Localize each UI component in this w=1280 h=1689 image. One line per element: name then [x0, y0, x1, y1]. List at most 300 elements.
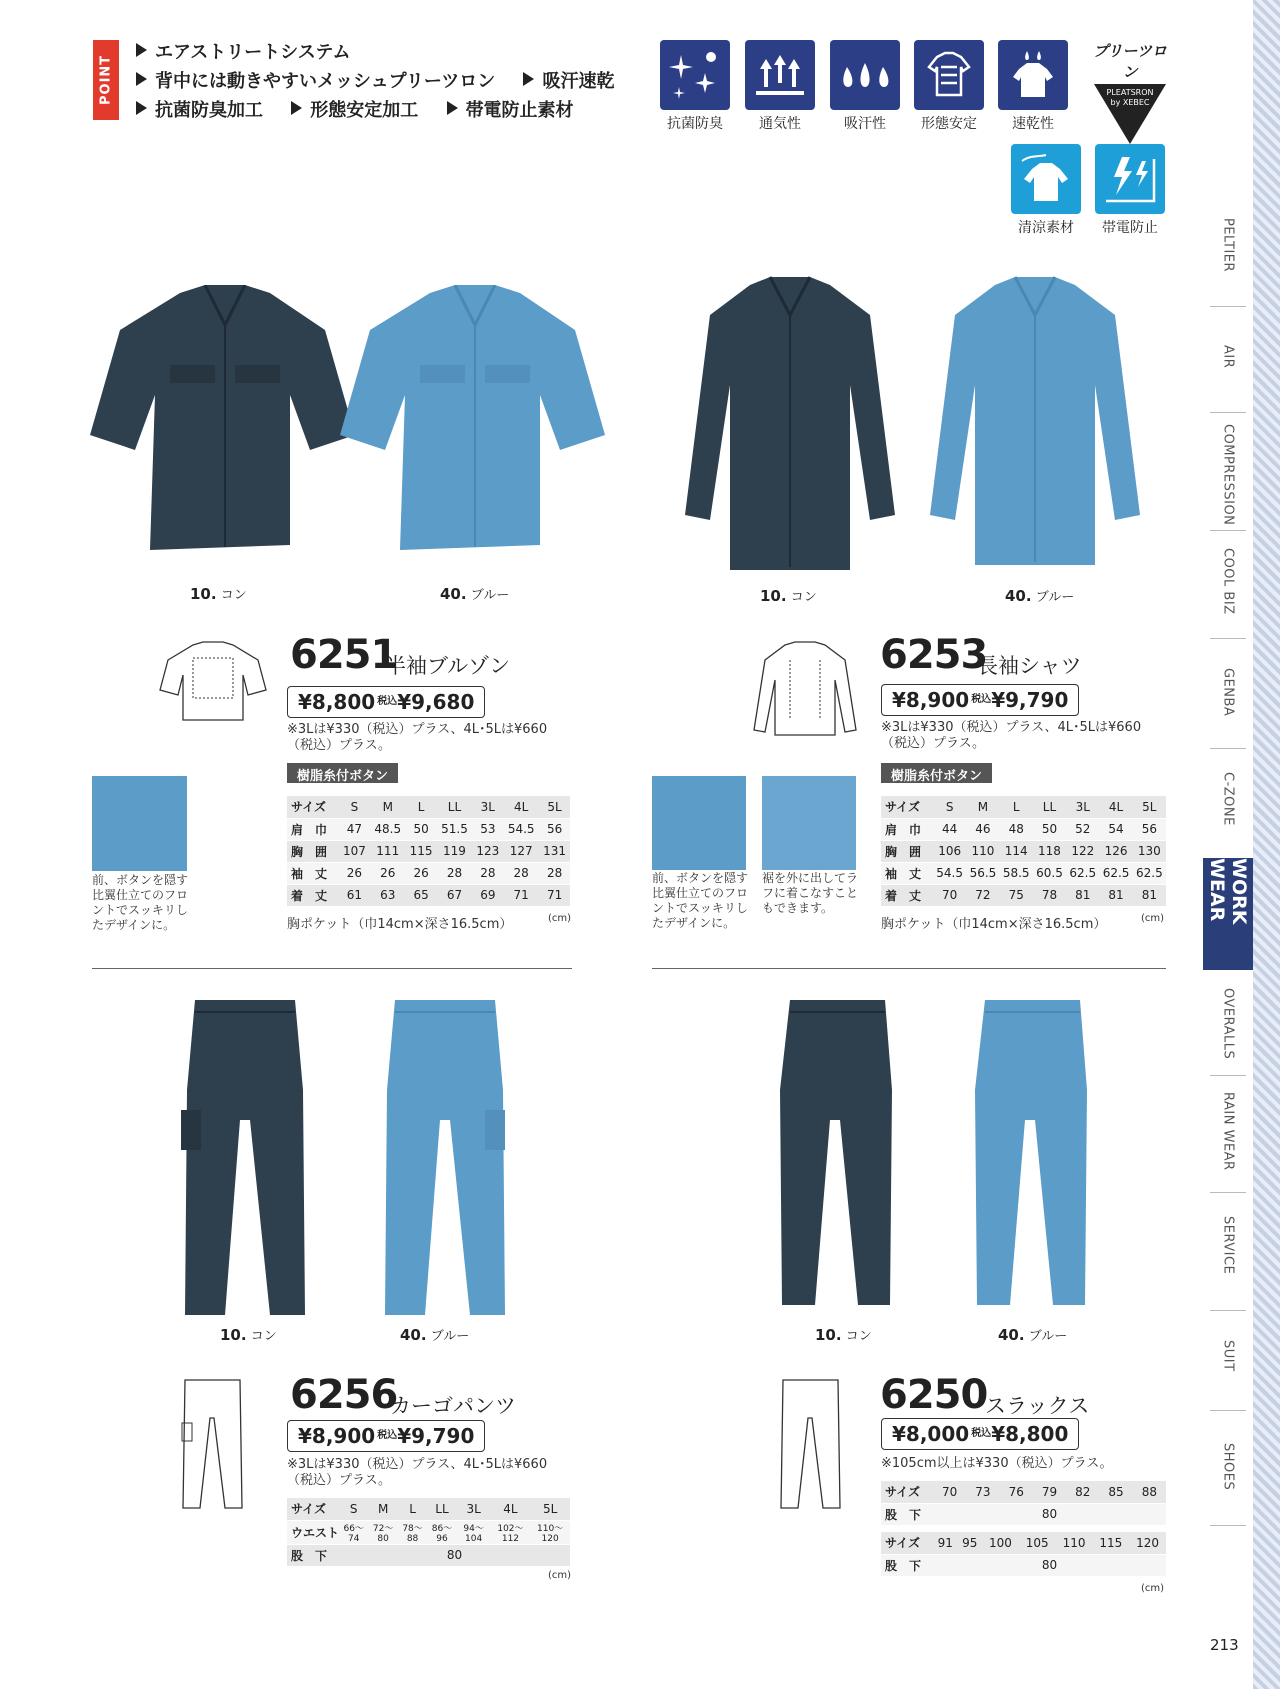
- table-cell: 120: [1129, 1532, 1166, 1554]
- size-table: [287, 796, 570, 907]
- product-name: スラックス: [985, 1394, 1090, 1418]
- side-stripe: [1253, 0, 1280, 1689]
- table-row: [881, 796, 1166, 818]
- table-cell: 107: [339, 840, 370, 862]
- color-name: ブルー: [1028, 1329, 1068, 1344]
- note-line: （税込）プラス。: [287, 1473, 392, 1488]
- table-cell: 51.5: [437, 818, 473, 840]
- triangle-bullet-icon: [136, 72, 147, 86]
- point-item: 帯電防止素材: [465, 100, 574, 121]
- size-table: [287, 1498, 570, 1567]
- brand-name: プリーツロン: [1093, 42, 1167, 81]
- nav-rain-wear[interactable]: [1202, 1092, 1254, 1171]
- tax-label: 税込: [971, 1428, 992, 1439]
- table-cell: M: [966, 796, 999, 818]
- color-name: コン: [790, 590, 817, 605]
- nav-divider: [1210, 1525, 1246, 1526]
- detail-caption: 前、ボタンを隠す比翼仕立てのフロントでスッキリしたデザインに。: [92, 873, 189, 932]
- table-row: [287, 840, 570, 862]
- product-number: 6253: [880, 632, 988, 678]
- slacks-navy-photo: [770, 1000, 900, 1310]
- brand-sub1: PLEATSRON: [1106, 88, 1154, 97]
- unit-label: (cm): [1141, 913, 1165, 924]
- color-code: 40.: [440, 585, 467, 603]
- table-cell: L: [398, 1498, 427, 1520]
- table-cell: L: [406, 796, 437, 818]
- color-code: 10.: [760, 587, 787, 605]
- table-cell: 5L: [530, 1498, 570, 1520]
- table-cell: 126: [1099, 840, 1132, 862]
- table-cell: 48.5: [370, 818, 406, 840]
- table-cell: 118: [1033, 840, 1066, 862]
- color-name: ブルー: [1035, 590, 1075, 605]
- product-number: 6256: [290, 1372, 398, 1418]
- row-label: サイズ: [881, 1532, 933, 1554]
- point-item: 吸汗速乾: [542, 71, 615, 92]
- price-box: [287, 686, 485, 718]
- unit-label: (cm): [548, 1570, 572, 1581]
- front-detail-photo: [92, 776, 187, 871]
- table-cell: S: [339, 796, 370, 818]
- table-row: [881, 1554, 1166, 1576]
- nav-divider: [1210, 1075, 1246, 1076]
- color-name: ブルー: [470, 588, 510, 603]
- triangle-bullet-icon: [136, 101, 147, 115]
- table-cell: 56: [539, 818, 570, 840]
- row-label: サイズ: [881, 1481, 933, 1503]
- blouson-line-drawing: [158, 640, 268, 725]
- sparkle-icon: [660, 40, 730, 110]
- section-divider: [92, 968, 572, 969]
- table-cell: 75: [1000, 884, 1033, 906]
- table-cell: 66〜74: [339, 1520, 368, 1544]
- table-cell: 48: [1000, 818, 1033, 840]
- table-cell: 63: [370, 884, 406, 906]
- table-cell: 5L: [1133, 796, 1166, 818]
- row-label: サイズ: [287, 1498, 339, 1520]
- table-cell: M: [368, 1498, 397, 1520]
- point-row-3: [136, 96, 636, 125]
- point-row-2: [136, 67, 636, 96]
- table-cell: 26: [406, 862, 437, 884]
- table-row: [881, 1532, 1166, 1554]
- row-label: 胸 囲: [287, 840, 339, 862]
- table-cell: S: [933, 796, 966, 818]
- table-cell: 72: [966, 884, 999, 906]
- table-cell: 60.5: [1033, 862, 1066, 884]
- color-code: 40.: [998, 1326, 1025, 1344]
- feature-label: 通気性: [759, 116, 801, 132]
- table-cell: 73: [966, 1481, 999, 1503]
- table-cell: 94〜104: [457, 1520, 491, 1544]
- feature-breathable: [745, 40, 815, 133]
- price-note: ※105cm以上は¥330（税込）プラス。: [881, 1456, 1113, 1471]
- tax-label: 税込: [377, 1430, 398, 1441]
- blouson-blue-photo: [335, 285, 615, 570]
- table-cell: 70: [933, 884, 966, 906]
- note-line: （税込）プラス。: [881, 736, 986, 751]
- cargo-pants-navy-photo: [175, 1000, 315, 1320]
- table-cell: 88: [1133, 1481, 1166, 1503]
- nav-shoes[interactable]: [1202, 1443, 1254, 1490]
- nav-label: OVERALLS: [1220, 988, 1236, 1060]
- nav-peltier[interactable]: [1202, 218, 1254, 272]
- price-note: [881, 720, 1141, 752]
- slacks-line-drawing: [778, 1378, 843, 1513]
- nav-divider: [1210, 1310, 1246, 1311]
- nav-compression[interactable]: [1202, 424, 1254, 525]
- table-cell: 54.5: [933, 862, 966, 884]
- row-label: 胸 囲: [881, 840, 933, 862]
- table-cell: 102〜112: [491, 1520, 531, 1544]
- color-label-blue: [400, 1325, 469, 1344]
- table-cell: 71: [539, 884, 570, 906]
- nav-cool-biz[interactable]: [1202, 548, 1254, 615]
- product-name: 半袖ブルゾン: [385, 654, 511, 678]
- price: ¥8,000: [892, 1422, 970, 1446]
- nav-service[interactable]: [1202, 1216, 1254, 1274]
- pocket-note: 胸ポケット（巾14cm×深さ16.5cm）: [881, 917, 1107, 932]
- table-cell: 28: [503, 862, 539, 884]
- table-cell: M: [370, 796, 406, 818]
- table-cell: 110〜120: [530, 1520, 570, 1544]
- table-cell: 67: [437, 884, 473, 906]
- table-cell: 78〜88: [398, 1520, 427, 1544]
- price-note: [287, 722, 547, 754]
- detail-caption: 裾を外に出してラフに着こなすこともできます。: [762, 871, 859, 915]
- nav-divider: [1210, 638, 1246, 639]
- table-row: [287, 796, 570, 818]
- nav-label: AIR: [1220, 345, 1236, 369]
- table-cell: 100: [982, 1532, 1019, 1554]
- product-number: 6250: [880, 1372, 988, 1418]
- product-name: 長袖シャツ: [977, 654, 1082, 678]
- table-cell: 28: [539, 862, 570, 884]
- table-cell: 52: [1066, 818, 1099, 840]
- nav-divider: [1210, 748, 1246, 749]
- price-note: [287, 1457, 547, 1489]
- tax-label: 税込: [971, 694, 992, 705]
- table-cell: 95: [958, 1532, 983, 1554]
- table-cell: 81: [1099, 884, 1132, 906]
- feature-absorbent: [830, 40, 900, 133]
- feature-cool-material: [1011, 144, 1081, 237]
- feature-shape-stable: [914, 40, 984, 133]
- table-cell: 71: [503, 884, 539, 906]
- table-cell: 62.5: [1066, 862, 1099, 884]
- table-cell: 28: [472, 862, 503, 884]
- table-cell: 65: [406, 884, 437, 906]
- row-label: 肩 巾: [287, 818, 339, 840]
- color-code: 10.: [220, 1326, 247, 1344]
- product-number: 6251: [290, 632, 398, 678]
- table-cell: L: [1000, 796, 1033, 818]
- color-label-blue: [1005, 586, 1074, 605]
- table-cell: 72〜80: [368, 1520, 397, 1544]
- color-label-navy: [220, 1325, 277, 1344]
- nav-suit[interactable]: [1202, 1340, 1254, 1372]
- table-cell: 122: [1066, 840, 1099, 862]
- table-cell: 86〜96: [427, 1520, 456, 1544]
- pleatsron-logo: [1090, 40, 1170, 144]
- price-with-tax: ¥9,790: [397, 1424, 475, 1448]
- table-cell: 130: [1133, 840, 1166, 862]
- hem-detail-photo: [762, 776, 856, 870]
- table-cell: 111: [370, 840, 406, 862]
- table-cell: LL: [437, 796, 473, 818]
- cargo-pants-line-drawing: [180, 1378, 245, 1513]
- table-cell: 61: [339, 884, 370, 906]
- table-cell: LL: [427, 1498, 456, 1520]
- table-row: [287, 1520, 570, 1544]
- table-cell: 28: [437, 862, 473, 884]
- nav-air[interactable]: [1202, 345, 1254, 368]
- color-name: コン: [250, 1329, 277, 1344]
- price: ¥8,900: [298, 1424, 376, 1448]
- table-cell: 80: [933, 1554, 1166, 1576]
- size-table-2: [881, 1532, 1166, 1577]
- size-table: [881, 796, 1166, 907]
- color-name: コン: [845, 1329, 872, 1344]
- feature-label: 吸汗性: [844, 116, 886, 132]
- feature-label: 帯電防止: [1102, 220, 1158, 236]
- table-cell: 5L: [539, 796, 570, 818]
- table-cell: 4L: [503, 796, 539, 818]
- table-cell: 69: [472, 884, 503, 906]
- product-name: カーゴパンツ: [390, 1394, 516, 1418]
- table-cell: 115: [406, 840, 437, 862]
- table-row: [881, 884, 1166, 906]
- table-cell: 82: [1066, 1481, 1099, 1503]
- table-cell: 119: [437, 840, 473, 862]
- slacks-blue-photo: [965, 1000, 1095, 1310]
- table-cell: 81: [1133, 884, 1166, 906]
- table-row: [881, 818, 1166, 840]
- table-cell: 115: [1092, 1532, 1129, 1554]
- table-cell: 81: [1066, 884, 1099, 906]
- page-number: 213: [1210, 1636, 1239, 1654]
- feature-label: 速乾性: [1012, 116, 1054, 132]
- triangle-bullet-icon: [136, 43, 147, 57]
- point-list: [136, 38, 636, 125]
- table-cell: 106: [933, 840, 966, 862]
- row-label: 肩 巾: [881, 818, 933, 840]
- nav-label: SERVICE: [1220, 1216, 1236, 1275]
- price-box: [881, 684, 1079, 716]
- table-cell: 44: [933, 818, 966, 840]
- table-cell: 50: [406, 818, 437, 840]
- nav-work-wear-active[interactable]: WORK WEAR: [1203, 858, 1253, 970]
- point-item: 形態安定加工: [310, 100, 419, 121]
- cargo-pants-blue-photo: [375, 1000, 515, 1320]
- row-label: 着 丈: [287, 884, 339, 906]
- table-cell: 110: [1056, 1532, 1093, 1554]
- pocket-note: 胸ポケット（巾14cm×深さ16.5cm）: [287, 917, 513, 932]
- table-cell: 46: [966, 818, 999, 840]
- nav-label: COOL BIZ: [1220, 548, 1236, 615]
- nav-overalls[interactable]: [1202, 988, 1254, 1059]
- price-box: [287, 1420, 485, 1452]
- tax-label: 税込: [377, 696, 398, 707]
- color-name: コン: [220, 588, 247, 603]
- table-cell: 62.5: [1099, 862, 1132, 884]
- color-code: 40.: [1005, 587, 1032, 605]
- point-row-1: [136, 38, 636, 67]
- table-cell: 50: [1033, 818, 1066, 840]
- table-cell: 114: [1000, 840, 1033, 862]
- table-cell: 91: [933, 1532, 958, 1554]
- shirt-blue-photo: [925, 275, 1145, 575]
- color-name: ブルー: [430, 1329, 470, 1344]
- table-cell: 56.5: [966, 862, 999, 884]
- table-row: [881, 1503, 1166, 1525]
- color-code: 10.: [815, 1326, 842, 1344]
- feature-label: 抗菌防臭: [667, 116, 723, 132]
- note-line: ※3Lは¥330（税込）プラス、4L･5Lは¥660: [881, 720, 1142, 735]
- row-label: ウエスト: [287, 1520, 339, 1544]
- table-row: [287, 1498, 570, 1520]
- table-cell: 58.5: [1000, 862, 1033, 884]
- table-cell: 131: [539, 840, 570, 862]
- table-cell: 127: [503, 840, 539, 862]
- table-cell: 3L: [472, 796, 503, 818]
- color-label-navy: [815, 1325, 872, 1344]
- unit-label: (cm): [1141, 1583, 1165, 1594]
- nav-divider: [1210, 1192, 1246, 1193]
- shirt-navy-photo: [680, 275, 900, 575]
- row-label: サイズ: [287, 796, 339, 818]
- table-row: [881, 862, 1166, 884]
- button-tag: 樹脂糸付ボタン: [287, 763, 398, 783]
- brand-sub2: by XEBEC: [1110, 98, 1150, 107]
- color-label-navy: [760, 586, 817, 605]
- unit-label: (cm): [548, 913, 572, 924]
- triangle-bullet-icon: [291, 101, 302, 115]
- row-label: 股 下: [881, 1554, 933, 1576]
- table-cell: 110: [966, 840, 999, 862]
- nav-divider: [1210, 530, 1246, 531]
- color-label-navy: [190, 584, 247, 603]
- nav-label: SHOES: [1220, 1443, 1236, 1491]
- table-cell: 78: [1033, 884, 1066, 906]
- table-cell: 47: [339, 818, 370, 840]
- feature-antistatic: [1095, 144, 1165, 237]
- table-cell: 70: [933, 1481, 966, 1503]
- size-table-1: [881, 1481, 1166, 1526]
- section-divider: [652, 968, 1166, 969]
- color-label-blue: [998, 1325, 1067, 1344]
- point-item: 背中には動きやすいメッシュプリーツロン: [155, 71, 496, 92]
- cool-shirt-icon: [1011, 144, 1081, 214]
- table-cell: 4L: [491, 1498, 531, 1520]
- nav-label: C-ZONE: [1220, 772, 1236, 826]
- brand-triangle-icon: [1094, 84, 1166, 144]
- button-tag: 樹脂糸付ボタン: [881, 763, 992, 783]
- table-row: [287, 884, 570, 906]
- table-row: [287, 862, 570, 884]
- table-cell: S: [339, 1498, 368, 1520]
- price-with-tax: ¥9,790: [991, 688, 1069, 712]
- table-cell: 76: [1000, 1481, 1033, 1503]
- nav-c-zone[interactable]: [1202, 772, 1254, 826]
- table-cell: 26: [370, 862, 406, 884]
- point-tag: POINT: [93, 40, 119, 120]
- water-drop-icon: [830, 40, 900, 110]
- nav-label: GENBA: [1220, 668, 1236, 717]
- table-row: [881, 1481, 1166, 1503]
- detail-caption: 前、ボタンを隠す比翼仕立てのフロントでスッキリしたデザインに。: [652, 871, 749, 930]
- feature-antibacterial: [660, 40, 730, 133]
- table-cell: 80: [933, 1503, 1166, 1525]
- note-line: （税込）プラス。: [287, 738, 392, 753]
- color-code: 10.: [190, 585, 217, 603]
- row-label: 着 丈: [881, 884, 933, 906]
- price: ¥8,800: [298, 690, 376, 714]
- table-cell: 56: [1133, 818, 1166, 840]
- shirt-stable-icon: [914, 40, 984, 110]
- table-cell: 3L: [1066, 796, 1099, 818]
- point-item: 抗菌防臭加工: [155, 100, 263, 121]
- table-cell: 26: [339, 862, 370, 884]
- table-row: [287, 818, 570, 840]
- color-code: 40.: [400, 1326, 427, 1344]
- front-detail-photo: [652, 776, 746, 870]
- feature-label: 形態安定: [921, 116, 977, 132]
- antistatic-icon: [1095, 144, 1165, 214]
- price-with-tax: ¥8,800: [991, 1422, 1069, 1446]
- table-cell: 54.5: [503, 818, 539, 840]
- airflow-icon: [745, 40, 815, 110]
- quick-dry-icon: [998, 40, 1068, 110]
- shirt-line-drawing: [750, 640, 860, 740]
- blouson-navy-photo: [85, 285, 365, 570]
- color-label-blue: [440, 584, 509, 603]
- row-label: 股 下: [881, 1503, 933, 1525]
- table-cell: 123: [472, 840, 503, 862]
- note-line: ※3Lは¥330（税込）プラス、4L･5Lは¥660: [287, 722, 548, 737]
- nav-divider: [1210, 412, 1246, 413]
- table-cell: 4L: [1099, 796, 1132, 818]
- table-cell: 53: [472, 818, 503, 840]
- nav-label: COMPRESSION: [1220, 424, 1236, 526]
- note-line: ※3Lは¥330（税込）プラス、4L･5Lは¥660: [287, 1457, 548, 1472]
- table-cell: LL: [1033, 796, 1066, 818]
- triangle-bullet-icon: [447, 101, 458, 115]
- feature-quick-dry: [998, 40, 1068, 133]
- table-cell: 54: [1099, 818, 1132, 840]
- table-row: [287, 1544, 570, 1566]
- table-cell: 79: [1033, 1481, 1066, 1503]
- nav-label: SUIT: [1220, 1340, 1236, 1372]
- feature-label: 清涼素材: [1018, 220, 1074, 236]
- table-cell: 85: [1099, 1481, 1132, 1503]
- nav-label: RAIN WEAR: [1220, 1092, 1236, 1171]
- row-label: 袖 丈: [287, 862, 339, 884]
- row-label: サイズ: [881, 796, 933, 818]
- table-row: [881, 840, 1166, 862]
- triangle-bullet-icon: [523, 72, 534, 86]
- row-label: 股 下: [287, 1544, 339, 1566]
- point-item: エアストリートシステム: [155, 42, 351, 63]
- nav-genba[interactable]: [1202, 668, 1254, 716]
- nav-divider: [1210, 1410, 1246, 1411]
- nav-label: PELTIER: [1220, 218, 1236, 273]
- price-box: [881, 1418, 1079, 1450]
- row-label: 袖 丈: [881, 862, 933, 884]
- nav-divider: [1210, 306, 1246, 307]
- table-cell: 62.5: [1133, 862, 1166, 884]
- table-cell: 3L: [457, 1498, 491, 1520]
